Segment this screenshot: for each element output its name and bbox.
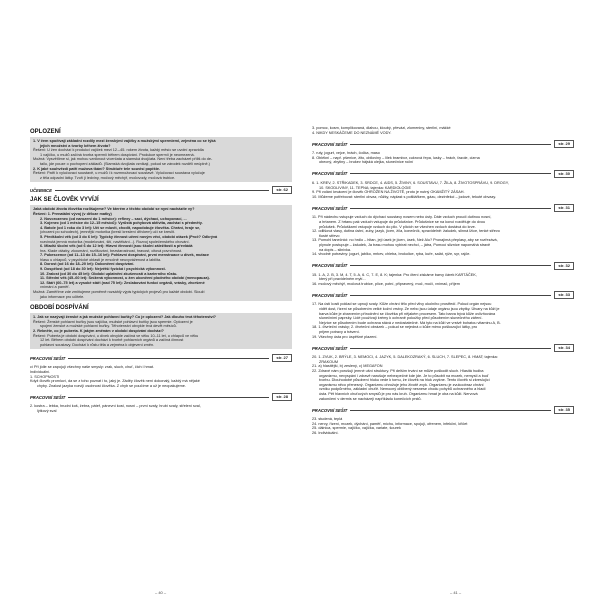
text-line: 12. odlišová vlasy, dutina ústní, zuby, jazyk, jícen, žíla, konečník, spravidelně: žaludek, slinná lžíce, tenké střevo — [312, 229, 500, 234]
text-line: spojení ženské a mužské pohlavní buňky. Těhotenství obvykle trvá devět měsíců. — [40, 324, 177, 329]
divider — [350, 208, 551, 209]
text-line: Individuální. — [30, 369, 51, 374]
text-line: vnímání a paměť. — [40, 285, 70, 290]
text-line: 7. ruty, jogurt, vejce, hrách, čočka, maso — [312, 151, 380, 156]
left-page — [30, 126, 292, 594]
text-line: 15. 1. A, 2. B, 3. M, 4. T, 5. A, 6. C, 7. E, 8. K; tajenka: Pro čtení získáme barvy čárek KARTÁČEK, — [312, 272, 477, 277]
page-ref-box: str. 33 — [554, 291, 574, 299]
text-line: Řešení: 1. Prenatální vývoj (v děloze matky) — [33, 211, 112, 216]
text-line: 6. Mladší školní věk (od 6 do 12 let): Hlavní činností jsou školní záležitosti a převládá — [40, 244, 193, 249]
text-line: chyby. Znalost jazyka rozvíjí osobnost člověka. Z chyb se poučíme a už je neopakujeme. — [37, 383, 186, 388]
workbook-header-28 — [30, 393, 292, 401]
text-line: hra. Klade otázky, zkoumání, rozlišování, bezstarostnost, hravost, citová povrchnost. — [40, 248, 182, 253]
text-line: 9. Při volání krvácení je člověk OHROŽEN NA ŽIVOTĚ, proto je nutný OKAMŽITÝ ZÁSAH. — [312, 190, 465, 195]
divider — [350, 173, 551, 174]
text-line: barva kůže je zbarvením přírodnění se člověka při nějakém procesem. Tato barva bývá kůže ovlivňována — [319, 311, 496, 316]
text-line: průdušek. Průduškami vstupuje vzduch do plic. V plicích se všechen vzduch dostává do krve. — [319, 224, 476, 229]
workbook-label: PRACOVNÍ SEŠIT — [312, 407, 348, 413]
text-line: 12 let. Během období dospívání dochází k tvorbě pohlavních orgánů a začíná činnost — [40, 338, 184, 343]
right-page — [312, 126, 574, 594]
text-line: 19. Všechny ústa pro úspěšné plazení. — [312, 334, 378, 339]
workbook-header-29 — [312, 140, 574, 148]
text-line: tvorbu. Dlouhodobé působení hluku vede k tomu, že člověk na hluk zvykne. Tento člověk si zkreslující — [319, 378, 490, 383]
text-line: Řešení: Patří k vylučovací soustavě, u mužů i k rozmnožovací soustavě. Vylučovací soustava vylučuje — [33, 171, 205, 176]
page-number-right: – 41 – — [450, 590, 462, 595]
text-line: 2. Rekněte, co je puberta. K jakým změnám v období dospívání dochází? — [33, 329, 164, 333]
page-ref-box: str. 62 — [272, 186, 292, 194]
text-line: obecný, zbytiny – brukev hájská olejka, slunečnice roční — [319, 160, 414, 165]
text-line: organizmu, nevyspání i zdravě narušuje nebezpečné kde jde. Je to působit na mozek, nemyslí a buď — [319, 373, 489, 378]
text-line: pohlavní soustavy. Dochází k růstu těla a zejména k objevení změn. — [40, 342, 155, 347]
text-line: 4. Batole (od 1 roku do 3 let): Učí se mluvit, chodit, napodobuje člověka. Chrání, hraje se, — [40, 225, 201, 230]
text-line: ZRAKOUM — [319, 359, 338, 364]
text-line: 8. Dorost (od 16 do 18–20 let): Dokončení dospívání. — [40, 262, 135, 267]
text-line: na dopis – slinivka. — [319, 247, 352, 252]
workbook-header-35 — [312, 406, 574, 414]
text-line: cí Při jídle se zapojují všechny naše smysly: zrak, sluch, chuť, čich i hmat. — [30, 365, 155, 370]
text-line: organismu něco přenesný. Organizmu ohrožuje jeho životě zvyk. Organizmu je zvukoobraz chrání — [319, 382, 484, 387]
ucebnice-header — [30, 186, 292, 194]
text-line: (chozeni po schodech), jemnější motorika (kreslí kreslení dřívkem) učí se kreslit. — [40, 230, 175, 235]
exercise-box-dospivani — [30, 313, 292, 349]
text-line: Jaká období života člověka rozlišujeme? Ve kterém z těchto období se nyní nacházíte vy? — [33, 207, 195, 212]
text-line: 17. Na ústí kosti poklad se upnují svaly. Kůže chrání tělo před vlivy okolního prostředí. Pokud orgán nejsou — [312, 302, 492, 307]
text-line: 7. Pubescence (od 11–13 do 15–16 let): Pohlavní dospívání, první menstruace u dívek, mutace — [40, 253, 210, 258]
text-line: 12. Stáří (60–75 let) a vysoké stáří (nad 75 let): Zeslabování funkcí orgánů, vrásky, zhoršené — [40, 280, 205, 285]
text-line: tailu, jde pouze o pochopení základů. (Siamská dvojčata vznikají, pokud se zárodek rozdělí neúplně.) — [40, 161, 210, 166]
page-ref-box: str. 34 — [554, 344, 574, 352]
page-ref-box: str. 30 — [554, 170, 574, 178]
exercise-box-vyvoj — [30, 205, 292, 301]
text-line: a hrtanem. Z hrtanu pak vzduch vstupuje do průdušnice. Průdušnice se na konci rozděluje do dvou — [319, 219, 486, 224]
text-line: Řešení: Ženské pohlavní buňky jsou vajíčka, mužské pohlavní buňky jsou spermie. Oplození je — [33, 319, 193, 324]
workbook-header-33 — [312, 291, 574, 299]
text-line: 16. močový měchýř, močová trubice, plíce, potní, připravený, moč, močí, vnímač, příjem — [312, 281, 460, 286]
text-line: 4. NIKDY NESKÁČEME DO NEZNÁMÉ VODY. — [312, 130, 392, 135]
text-line: 2. K jaké souhvězdí patří mužova tkání? Struktuře tele souvisí popište. — [33, 166, 161, 171]
text-line: 3. Kojenec (od 1 měsíce do 12–15 měsíců): Vyrůstá pohybová aktivita, zachází s předměty. — [40, 221, 203, 226]
text-line: 9. Dospělost (od 18 do 30 let): Největší fyzická i psychická výkonnost. — [40, 267, 166, 272]
text-line: 1. Jak se nazývají ženské a jak mužské pohlavní buňky? Co je oplození? Jak dlouho trvá těhotenství? — [33, 315, 216, 320]
heading-obdobi-dospivani: OBDOBÍ DOSPÍVÁNÍ — [30, 305, 89, 312]
text-line: 11. Střední věk (45–60 let): Snížená výkonnost, u žen ukončení plodného období (menopauza). — [40, 276, 210, 281]
text-line: 10. SKODLIVINY, 11. TEPNA; tajenka: KARDIOLOGIE — [319, 185, 412, 190]
workbook-header-34 — [312, 344, 574, 352]
text-line: Nejvíce se působením bude ochrana stává z nedostatečné. Má tyto na kůži ve vrstvě bohatou vitaminu A, B. — [319, 320, 501, 325]
divider — [350, 265, 551, 266]
text-line: vzniku podpůrného, základní chuťě. Nemocný oblíbený nesnese chodu pohybů ochranného a hladí — [319, 387, 486, 392]
text-line: Řešení: Puberta je období dospívání, u dívek obvykle začíná ve věku 10–11 let, u chlapců ve věku — [33, 333, 199, 338]
text-line: 3. pomoc, kosm, komplikovaná, dlahou, kloubý, převázi, zlomeniny, sterilní, mákké — [312, 126, 451, 130]
workbook-label: PRACOVNÍ SEŠIT — [312, 345, 348, 351]
text-line: z těla odpadní látky. Tvoří ji ledviny, močový měchýř, močovody, močová trubice. — [40, 175, 176, 180]
text-line: 24. nervy, řízení, mozek, dýchání, paměť, míchu, informace, spojují, ofrenem, infekční, křičet — [312, 421, 468, 426]
text-line: jako informace pro učitele. — [40, 294, 85, 299]
workbook-header-31 — [312, 204, 574, 212]
text-line: 10. Zralost (od 30 do 45 let): Období uplatnění zkušeností a karierního růstu. — [40, 271, 178, 276]
text-line: ústa. Pět hlavních chuťových smyslů je pro nás kruh. Organizmu hmat je oba na kůži. Nervová — [319, 391, 478, 396]
text-line: lýtkový sval — [37, 408, 57, 413]
text-line: 2. kostra – lebka, hrudní koš, žebra, páteř, pánevní kost, nosní – první svaly, hrubí svaly, střelení sval, — [30, 404, 201, 409]
text-line: Když člověk promluví, da se z toho poznat i to, jaký je. Záděy člověk není dokonalý, každý má nějaké — [30, 379, 200, 384]
text-line: 11. Při nádechu vstupuje vzduch do dýchací soustavy nosem nebo ústy. Dále vzduch proudí dutinou nosní, — [312, 215, 492, 220]
page-ref-box: str. 28 — [272, 393, 292, 401]
text-line: 22. Zdravé nám porušují jemné ušní struktury. Při delším trvání se může poškodit sluch. Hlasitá hudba — [312, 369, 484, 373]
text-line: 26. Individuální. — [312, 430, 339, 435]
text-line: slunečními paprsky. Lidé používají krémy k ochraně pokožky před působením slunečného záření. — [319, 316, 483, 321]
text-line: 5. Předškolní věk (od 3 do 6 let): Typicky činnost učení novým věcí, období otázek (Proč? Odkrývá — [40, 234, 218, 239]
text-line: 10. Můžeme potřebovat: sterilní obvaz, nůžky, náplast s polštářkem, gázu, dezinfekci – jodové, tekuté obvazy. — [312, 194, 497, 199]
text-line: rozvinutá jemná motorika (modelování, šití, navlékání...). Rozvoj společenského chování. — [40, 239, 190, 244]
page-ref-box: str. 32 — [554, 262, 574, 270]
text-line: 18. 1. čtvrteční vrásky; 2. čtvrteční obrázek – pokud se nejedná o kůže mimo poškozující látky, pro — [312, 325, 478, 330]
divider — [55, 190, 270, 191]
heading-oplozeni: OPLOZENÍ — [30, 129, 61, 135]
text-line: 20. 1. ZVUK, 2. BRÝLE, 3. NEMOCI, 4. JAZYK, 5. DALEKOZRAKÝ, 6. SLUCH, 7. SLEPEC, 8. HMAT; tajenka: — [312, 355, 498, 360]
divider — [350, 348, 551, 349]
text-line: 23. studená, teplá — [312, 417, 343, 422]
ucebnice-label: UČEBNICE — [30, 187, 52, 193]
divider — [350, 295, 551, 296]
page-ref-box: str. 35 — [554, 406, 574, 414]
text-line: Řešení: U žen dochází k produkci vajíček mezi 12.–45. rokem života, každý měsíc se uvolní zpravidla — [33, 148, 204, 153]
workbook-label: PRACOVNÍ SEŠIT — [30, 355, 66, 361]
text-line: 14. vhodné potraviny: jogurt, jablko, mrkev, chleba, brokolice, ryba, kuře, salát, rýže, syr, rajče. — [312, 252, 471, 257]
text-line: 13. Pomohl tanečnici: no hrdlo – hltan, její úsek je jícen, úsek, Než Alu? Pronajímá přeplasy, aby se rozřezává, — [312, 238, 498, 243]
divider — [68, 397, 269, 398]
heading-jak-se-clovek-vyviji: JAK SE ČLOVĚK VYVÍJÍ — [30, 197, 99, 204]
workbook-label: PRACOVNÍ SEŠIT — [312, 141, 348, 147]
text-line: Možná: Zaměříme zde zmiňujeme poměrně rozsáhlý výpis typických projevů pro každé období. Slouží — [33, 290, 205, 295]
workbook-header-30 — [312, 170, 574, 178]
text-line: prijem potravy a trávení. — [319, 330, 360, 335]
page-ref-box: str. 29 — [554, 140, 574, 148]
text-line: tlusté střevo — [319, 233, 340, 238]
text-line: Možná: Vysvětlíme si, jak mohou vzniknout vícerčata a siamská dvojčata. Není třeba zacházet příliš do de- — [33, 157, 213, 162]
exercise-box-oplozeni — [30, 137, 292, 182]
text-line: 2. Novorozenec (od narození do 1 měsíce): reflexy – sací, dýchací, uchopovací, ... — [40, 216, 187, 221]
divider — [68, 358, 269, 359]
text-line: 8. Oblékni – např. pšenice, žito, obiloviny – lilek brambor, cukrová řepa, lusky – hrách, fazole, cizrna — [312, 155, 480, 160]
text-line: který při pravidelném mytí... — [319, 277, 366, 282]
text-line: 1. V čem spočívají základní rozdíly mezi ženskými vajíčky a mužskými spermiemi, zejména co se týká — [33, 139, 216, 143]
workbook-label: PRACOVNÍ SEŠIT — [312, 171, 348, 177]
text-line: vidět dost, řízení se působením velké kožní vrstvy. Ze nebo jsou údaje orgánu jsou zbytky. Útvary na kůži je — [319, 307, 500, 312]
workbook-label: PRACOVNÍ SEŠIT — [312, 205, 348, 211]
text-line: plynule postupuje – žaludek, Ja trasu mohou vybírat nechci, – játra, Pomocí sliznice napomáhá stravě — [319, 242, 491, 247]
page-number-left: – 40 – — [155, 590, 167, 595]
text-line: hlasu u chlapců, v psychické oblasti je emočně neuvyváženost a labilita. — [40, 257, 162, 262]
text-line: 25. dálnica, spermie, vajíčko, vajíčka, variate, šourek — [312, 426, 401, 431]
page-ref-box: str. 27 — [272, 354, 292, 362]
text-line: zakončení v dermis se nacházejí napříkladu konečcích prstů. — [319, 396, 422, 401]
text-line: jejich množství a tvorby během života? — [40, 143, 111, 148]
divider — [350, 410, 551, 411]
workbook-header-32 — [312, 262, 574, 270]
workbook-label: PRACOVNÍ SEŠIT — [312, 263, 348, 269]
text-line: 1. SCHOPNOSTI — [30, 374, 60, 379]
workbook-header-27 — [30, 354, 292, 362]
workbook-label: PRACOVNÍ SEŠIT — [312, 292, 348, 298]
text-line: 21. a) hlasitější, b) zeslený, c) MEGAFON — [312, 364, 383, 369]
divider — [350, 144, 551, 145]
page-ref-box: str. 31 — [554, 204, 574, 212]
workbook-label: PRACOVNÍ SEŠIT — [30, 394, 66, 400]
text-line: 6. 1. KREV, 2. STŘIKADEK, 3. SRDCE, 4. AIDS, 5. ŽIVINY, 6. SOUSTAVU, 7. ŽILA, 8. ŽIVOTOSPRÁVU, 9. DROGY, — [312, 180, 509, 185]
text-line: 1 vajíčko, u mužů začíná tvorba spermií během dospívání. Produkce spermií je neomezená. — [40, 152, 195, 157]
